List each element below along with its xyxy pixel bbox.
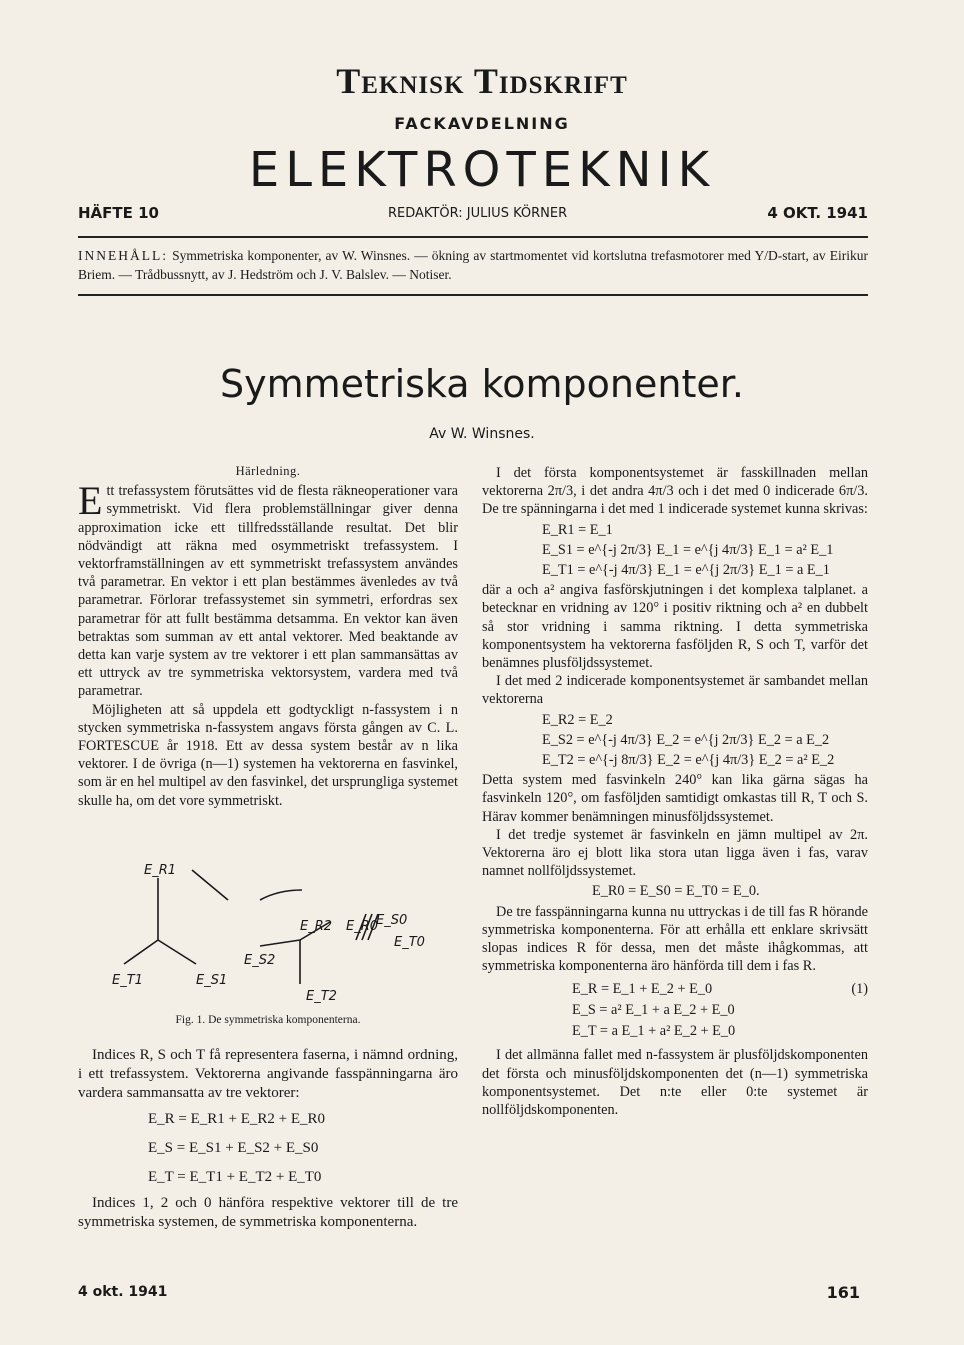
vector-et1 — [124, 940, 158, 964]
footer-date: 4 okt. 1941 — [78, 1284, 168, 1300]
rule-bottom — [78, 294, 868, 296]
label-et1: E_T1 — [112, 973, 143, 988]
figure-caption: Fig. 1. De symmetriska komponenterna. — [175, 1014, 361, 1026]
paragraph-phase-difference: I det första komponentsystemet är fasskillnaden mellan vektorerna 2π/3, i det andra 4π/3 och i det med 0 indicerade 6π/3. De tre spänningarna i det med 1 indicerade systemet kunna skrivas: — [482, 465, 868, 518]
issue-date: 4 OKT. 1941 — [767, 204, 868, 222]
paragraph-intro: Ett trefassystem förutsättes vid de flesta räkneoperationer vara symmetriskt. Vid flera problemställningar giver denna approximation icke ett tillfredsställande resultat. Det blir nödvändigt att räkna med osymmetriskt trefassystem. I vektorframställningen av ett symmetriskt trefassystem användes två parametrar. En vektor i ett plan bestämmes ävenledes av två parametrar. Förlorar trefassystemet sin symmetri, erfordras sex parametrar för att fullt bestämma detsamma. En vektor kan även betraktas som summan av ett antal vektorer. Med beaktande av detta kan varje system av tre vektorer i ett plan sammansättas av ett uttryck av tre symmetriska vektorsystem, vardera med två parametrar. — [78, 478, 458, 700]
vector-es1 — [158, 940, 196, 964]
paragraph-phase-voltages: De tre fasspänningarna kunna nu uttryckas i de till fas R hörande symmetriska komponenterna. För att erhålla ett enklare skrivsätt slopas indices R för dessa, men det måste ihågkommas, att symmetriska komponenterna äro hänförda till dem i fas R. — [482, 903, 868, 975]
arrow-rotation — [192, 870, 228, 900]
paragraph-fortescue: Möjligheten att så uppdela ett godtyckligt n-fassystem i n stycken symmetriska n-fassystem angavs första gången av C. L. FORTESCUE år 1918. Ett av dessa system består av n lika vektorer. I de övriga (n—1) systemen ha vektorerna en fasvinkel, som är en hel multipel av den fasvinkel, det ursprungliga systemet skulle ha, om det vore symmetriskt. — [78, 701, 458, 809]
left-column — [78, 462, 458, 810]
equation-er: E_R = E_R1 + E_R2 + E_R0 — [148, 1111, 326, 1127]
equation-er1: E_R1 = E_1 — [542, 521, 613, 538]
journal-subtitle: FACKAVDELNING — [394, 114, 570, 133]
toc-text: Symmetriska komponenter, av W. Winsnes. — ökning av startmomentet vid kortslutna trefasmotorer med Y/D-start, av Eirikur Briem. — Trådbussnytt, av J. Hedström och J. V. Balslev. — Notiser. — [78, 248, 868, 282]
equation-es: E_S = E_S1 + E_S2 + E_S0 — [148, 1140, 319, 1156]
section-heading: Härledning. — [235, 464, 301, 478]
equation-number: (1) — [851, 981, 868, 998]
toc-label: INNEHÅLL: — [78, 248, 168, 263]
label-er0: E_R0 — [346, 919, 379, 934]
equation-system-1 — [572, 979, 868, 1042]
equation-system-er: E_R = E_1 + E_2 + E_0 — [572, 981, 713, 998]
label-et0: E_T0 — [394, 935, 425, 950]
figure-symmetrical-components — [110, 860, 430, 1020]
left-column-lower — [78, 1046, 458, 1232]
equation-er2: E_R2 = E_2 — [542, 711, 613, 728]
equation-et2: E_T2 = e^{-j 8π/3} E_2 = e^{j 4π/3} E_2 = a² E_2 — [542, 752, 835, 769]
editor-line: REDAKTÖR: JULIUS KÖRNER — [388, 206, 568, 221]
issue-number: HÄFTE 10 — [78, 204, 159, 222]
table-of-contents — [78, 246, 868, 284]
article-title: Symmetriska komponenter. — [220, 362, 744, 406]
label-et2: E_T2 — [306, 989, 337, 1004]
equation-system-es: E_S = a² E_1 + a E_2 + E_0 — [572, 1002, 735, 1019]
equation-et: E_T = E_T1 + E_T2 + E_T0 — [148, 1169, 322, 1185]
paragraph-plus-sequence: där a och a² angiva fasförskjutningen i det komplexa talplanet. a betecknar en vridning av 120° i positiv riktning och a² en dubbelt så stor vridning i samma riktning. I detta symmetriska komponentsystem ha vektorerna fasföljden R, S och T, varför det benämnes plusföljdssystemet. — [482, 582, 868, 672]
label-es1: E_S1 — [196, 973, 228, 988]
paragraph-zero-sequence: I det tredje systemet är fasvinkeln en jämn multipel av 2π. Vektorerna äro ej blott lika stora utan ligga även i fas, varav namnet nollföljdssystemet. — [482, 826, 868, 880]
rule-top — [78, 236, 868, 238]
article-author: Av W. Winsnes. — [429, 426, 535, 442]
arc-arrow — [260, 890, 302, 900]
page-number: 161 — [826, 1283, 860, 1302]
label-er2: E_R2 — [300, 919, 333, 934]
equation-es1: E_S1 = e^{-j 2π/3} E_1 = e^{j 4π/3} E_1 = a² E_1 — [542, 541, 834, 558]
label-er1: E_R1 — [144, 863, 177, 878]
paragraph-indices-meaning: Indices 1, 2 och 0 hänföra respektive vektorer till de tre symmetriska systemen, de symmetriska komponenterna. — [78, 1195, 458, 1230]
right-column — [482, 464, 868, 1119]
equation-zero: E_R0 = E_S0 = E_T0 = E_0. — [592, 883, 760, 900]
paragraph-indices: Indices R, S och T få representera faserna, i nämnd ordning, i ett trefassystem. Vektorerna angivande fasspänningarna äro vardera sammansatta av tre vektorer: — [78, 1047, 458, 1101]
equation-es2: E_S2 = e^{-j 4π/3} E_2 = e^{j 2π/3} E_2 = a E_2 — [542, 731, 830, 748]
label-es0: E_S0 — [376, 913, 408, 928]
paragraph-system-two: I det med 2 indicerade komponentsystemet är sambandet mellan vektorerna — [482, 673, 868, 708]
vector-es2 — [260, 940, 300, 946]
journal-title: Teknisk Tidskrift — [336, 61, 628, 101]
paragraph-minus-sequence: Detta system med fasvinkeln 240° kan lika gärna sägas ha fasvinkeln 120°, om fasföljden samtidigt omkastas till R, T och S. Härav kommer benämningen minusföljdssystemet. — [482, 772, 868, 825]
equation-system-et: E_T = a E_1 + a² E_2 + E_0 — [572, 1023, 736, 1040]
label-es2: E_S2 — [244, 953, 276, 968]
journal-section: ELEKTROTEKNIK — [248, 142, 716, 198]
drop-cap: E — [78, 478, 103, 524]
equation-et1: E_T1 = e^{-j 4π/3} E_1 = e^{j 2π/3} E_1 = a E_1 — [542, 562, 830, 579]
paragraph-general-case: I det allmänna fallet med n-fassystem är plusföljdskomponenten det första och minusföljdskomponenten det (n—1) symmetriska komponentsystemet. Det n:te eller 0:te systemet är nollföljdskomponenten. — [482, 1047, 868, 1119]
